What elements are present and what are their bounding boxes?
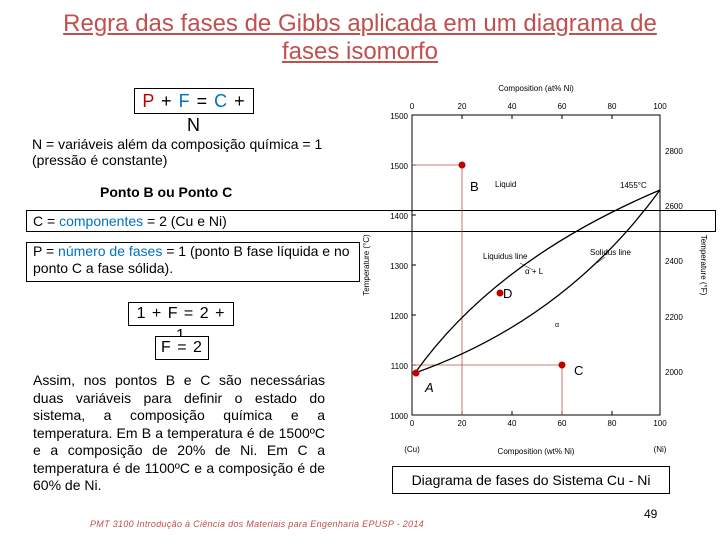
c-def-text1: C = xyxy=(33,213,60,229)
liquid-label: Liquid xyxy=(495,180,517,189)
top-tick-40: 40 xyxy=(507,102,517,111)
top-tick-0: 0 xyxy=(409,102,415,111)
solidus-curve xyxy=(415,190,660,373)
bottom-end-cu: (Cu) xyxy=(404,445,420,454)
point-a-marker xyxy=(413,370,420,377)
f-equation-2: F = 2 xyxy=(155,336,209,360)
point-c-marker xyxy=(559,362,566,369)
left-tick-1500b: 1500 xyxy=(390,162,408,171)
bottom-tick-20: 20 xyxy=(457,419,467,428)
bottom-tick-0: 0 xyxy=(409,419,415,428)
right-tick-2400: 2400 xyxy=(665,257,683,266)
ponto-bc-label: Ponto B ou Ponto C xyxy=(100,184,233,200)
left-tick-1100: 1100 xyxy=(390,362,408,371)
footer-text: PMT 3100 Introdução à Ciência dos Materiais para Engenharia EPUSP - 2014 xyxy=(90,519,424,529)
eq-p: P xyxy=(142,91,156,111)
p-def-text1: P = xyxy=(33,243,59,259)
bottom-tick-40: 40 xyxy=(507,419,517,428)
liquidus-curve xyxy=(415,190,660,373)
solidus-label: Solidus line xyxy=(590,248,631,257)
point-b-marker xyxy=(459,162,466,169)
diagram-caption: Diagrama de fases do Sistema Cu - Ni xyxy=(392,466,670,494)
bottom-tick-100: 100 xyxy=(653,419,667,428)
left-tick-1000: 1000 xyxy=(390,412,408,421)
point-b-label: B xyxy=(470,179,479,194)
bottom-tick-60: 60 xyxy=(557,419,567,428)
left-tick-1200: 1200 xyxy=(390,312,408,321)
plot-frame xyxy=(412,115,660,415)
right-axis-label: Temperature (°F) xyxy=(699,234,708,296)
cu-ni-phase-diagram xyxy=(355,80,717,465)
conclusion-text: Assim, nos pontos B e C são necessárias duas variáveis para definir o estado do sistema, a composição química e a temperatura. Em B a temperatura é de 1500ºC e a composição de 20% de Ni. Em C a temperatura é de 1100ºC e a composição é de 60% de Ni. xyxy=(33,372,325,493)
p-definition-box xyxy=(26,242,360,282)
left-tick-1500: 1500 xyxy=(390,112,408,121)
p-def-highlight: número de fases xyxy=(58,243,163,259)
right-tick-2000: 2000 xyxy=(665,368,683,377)
top-tick-60: 60 xyxy=(557,102,567,111)
eq-c: C xyxy=(214,91,229,111)
left-tick-1300: 1300 xyxy=(390,262,408,271)
right-tick-2800: 2800 xyxy=(665,147,683,156)
eq-plus1: + xyxy=(161,91,173,111)
left-axis-label: Temperature (°C) xyxy=(362,234,371,296)
n-definition-line1: N = variáveis além da composição química = 1 xyxy=(32,136,323,152)
right-tick-2200: 2200 xyxy=(665,313,683,322)
top-tick-80: 80 xyxy=(607,102,617,111)
bottom-tick-80: 80 xyxy=(607,419,617,428)
two-phase-label: α + L xyxy=(525,267,544,276)
ni-melting-label: 1455°C xyxy=(620,181,647,190)
p-def-text2: = 1 (ponto B fase líquida e no ponto C a fase sólida). xyxy=(33,243,350,276)
phase-rule-equation xyxy=(134,88,254,135)
left-tick-1400: 1400 xyxy=(390,212,408,221)
point-a-label: A xyxy=(425,380,434,395)
top-tick-20: 20 xyxy=(457,102,467,111)
eq-plus2: + xyxy=(234,91,246,111)
eq-n: N xyxy=(187,115,201,135)
eq-f: F xyxy=(178,91,191,111)
top-tick-100: 100 xyxy=(653,102,667,111)
c-def-text2: = 2 (Cu e Ni) xyxy=(143,213,227,229)
top-axis-label: Composition (at% Ni) xyxy=(498,84,574,93)
bottom-axis-label: Composition (wt% Ni) xyxy=(497,447,575,456)
alpha-label: α xyxy=(555,322,560,329)
eq-equals: = xyxy=(196,91,209,111)
c-def-highlight: componentes xyxy=(59,213,144,229)
page-title: Regra das fases de Gibbs aplicada em um diagrama de fases isomorfo xyxy=(63,10,657,65)
n-definition-line2: (pressão é constante) xyxy=(32,152,168,168)
point-c-label: C xyxy=(574,363,584,378)
f-equation-1: 1 + F = 2 + xyxy=(128,302,234,326)
right-tick-2600: 2600 xyxy=(665,202,683,211)
n-definition xyxy=(32,136,322,168)
point-d-label: D xyxy=(503,286,513,301)
liquidus-label: Liquidus line xyxy=(483,252,528,261)
bottom-end-ni: (Ni) xyxy=(653,445,667,454)
page-number: 49 xyxy=(644,507,658,521)
